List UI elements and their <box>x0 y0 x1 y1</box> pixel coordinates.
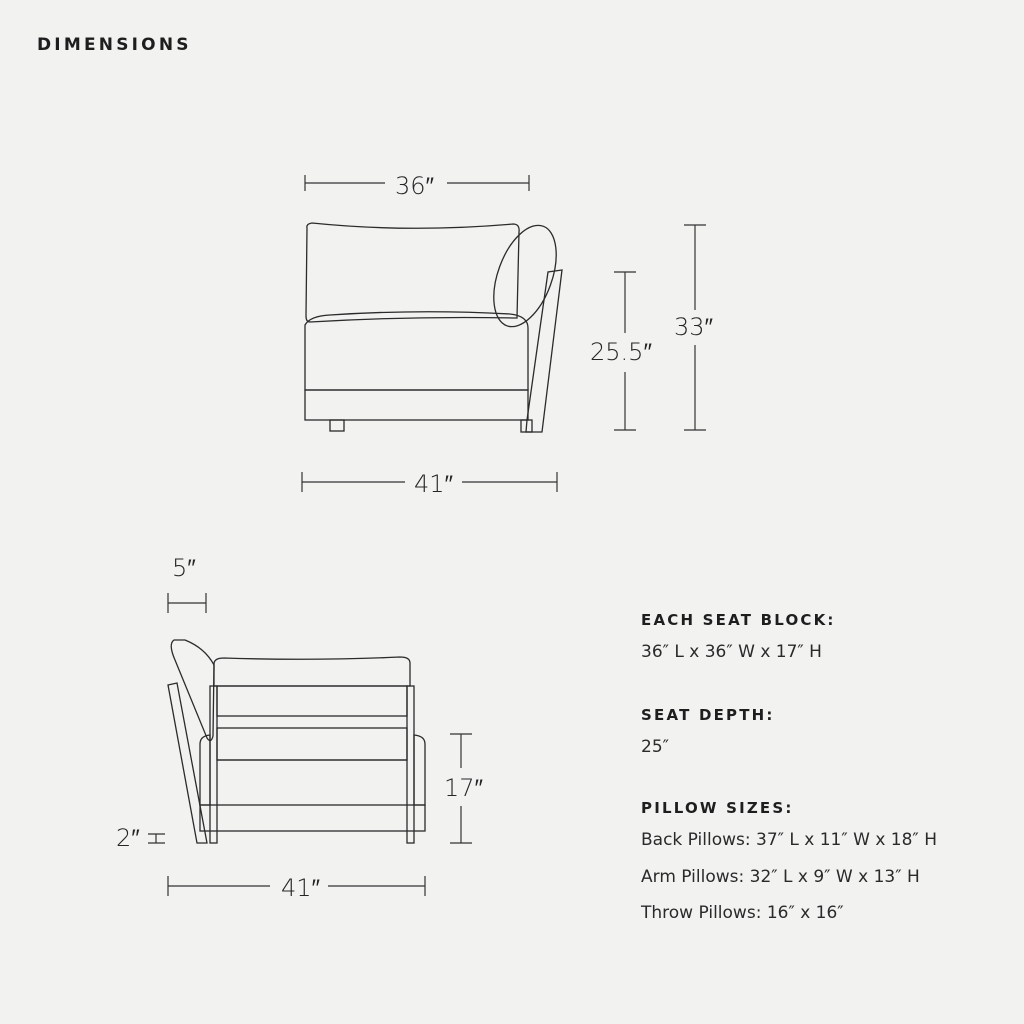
seat-cushion-side <box>200 735 425 805</box>
side-arm-panel <box>168 683 207 843</box>
arm-height-label: 25.5″ <box>590 338 652 366</box>
seat-height-label: 17″ <box>444 774 484 802</box>
back-cushion <box>306 223 519 322</box>
seat-base <box>305 390 528 420</box>
side-back-cushion <box>214 657 410 686</box>
pillow-sizes-title: PILLOW SIZES: <box>641 799 794 817</box>
front-dimension-lines <box>302 172 706 492</box>
overall-depth-label: 41″ <box>281 874 321 902</box>
side-dimension-lines <box>148 593 472 896</box>
page-title: DIMENSIONS <box>37 35 192 55</box>
seat-block-value: 36″ L x 36″ W x 17″ H <box>641 642 822 662</box>
front-leg-left <box>330 420 344 431</box>
frame-post-right <box>407 686 414 843</box>
throw-pillows-size: Throw Pillows: 16″ x 16″ <box>641 903 844 923</box>
overall-height-label: 33″ <box>674 313 714 341</box>
back-pillows-size: Back Pillows: 37″ L x 11″ W x 18″ H <box>641 830 937 850</box>
seat-width-label: 36″ <box>395 172 435 200</box>
side-view-drawing <box>168 640 425 843</box>
front-view-drawing <box>305 217 568 432</box>
leg-height-label: 2″ <box>116 824 140 852</box>
overall-width-label: 41″ <box>414 470 454 498</box>
arm-pillows-size: Arm Pillows: 32″ L x 9″ W x 13″ H <box>641 867 920 887</box>
seat-block-title: EACH SEAT BLOCK: <box>641 611 836 629</box>
side-arm-pillow <box>171 640 214 741</box>
arm-depth-label: 5″ <box>172 554 196 582</box>
seat-cushion <box>305 312 528 390</box>
arm-panel <box>526 270 562 432</box>
seat-depth-title: SEAT DEPTH: <box>641 706 775 724</box>
seat-slat <box>217 728 407 760</box>
seat-depth-value: 25″ <box>641 737 669 757</box>
back-slat <box>217 686 407 716</box>
base-slat <box>200 805 425 831</box>
